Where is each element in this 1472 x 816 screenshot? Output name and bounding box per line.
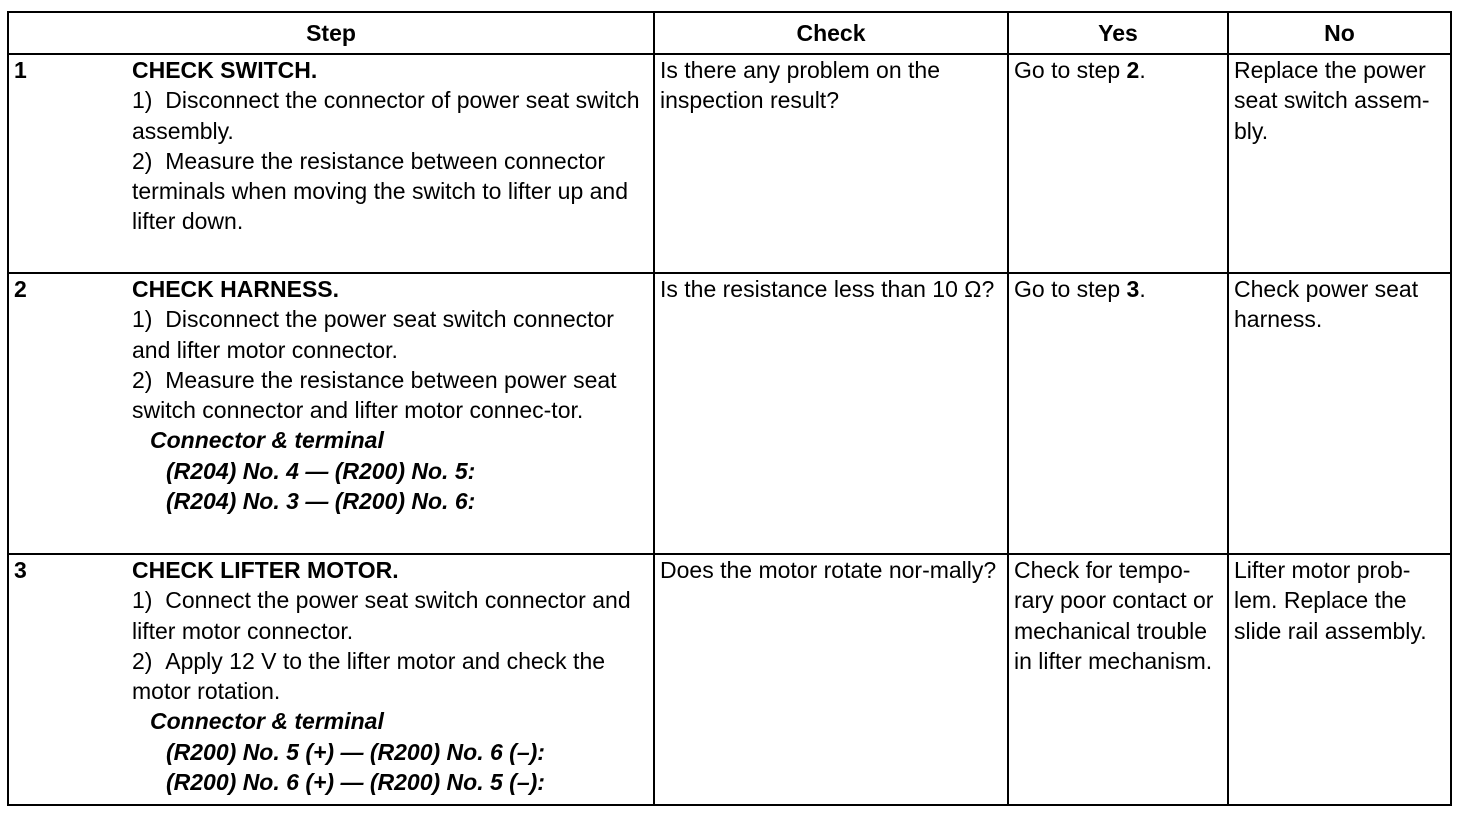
- header-step: Step: [8, 12, 654, 54]
- check-cell: Does the motor rotate nor-mally?: [654, 554, 1008, 805]
- yes-step-link: 3: [1126, 276, 1140, 302]
- terminal-heading: Connector & terminal: [150, 427, 384, 454]
- yes-suffix: .: [1139, 57, 1146, 83]
- step-number: 2: [14, 276, 27, 302]
- step-cell: [8, 54, 654, 273]
- step-number: 1: [14, 57, 27, 83]
- step-title: CHECK SWITCH.: [132, 57, 318, 83]
- check-cell: Is there any problem on the inspection result?: [654, 54, 1008, 273]
- header-row: [8, 12, 1451, 54]
- check-cell: Is the resistance less than 10 Ω?: [654, 273, 1008, 554]
- yes-cell: Check for tempo-rary poor contact or mechanical trouble in lifter mechanism.: [1008, 554, 1228, 805]
- step-title: CHECK LIFTER MOTOR.: [132, 557, 399, 583]
- diagnostic-table: [7, 11, 1452, 806]
- table-row: [8, 273, 1451, 554]
- terminal-line: (R204) No. 3 — (R200) No. 6:: [166, 488, 476, 515]
- step-number: 3: [14, 557, 27, 583]
- terminal-line: (R200) No. 5 (+) — (R200) No. 6 (–):: [166, 738, 545, 765]
- yes-prefix: Go to step: [1014, 57, 1127, 83]
- step-instruction: 2) Measure the resistance between connector terminals when moving the switch to lifter up and lifter down.: [132, 147, 629, 235]
- table-row: [8, 554, 1451, 805]
- yes-prefix: Go to step: [1014, 276, 1127, 302]
- step-instruction: 1) Disconnect the power seat switch connector and lifter motor connector.: [132, 306, 614, 363]
- no-cell: Lifter motor prob-lem. Replace the slide rail assembly.: [1228, 554, 1451, 805]
- table-row: [8, 54, 1451, 273]
- yes-suffix: .: [1139, 276, 1146, 302]
- step-instruction: 2) Apply 12 V to the lifter motor and check the motor rotation.: [132, 647, 606, 705]
- step-instruction: 1) Disconnect the connector of power seat switch assembly.: [132, 87, 640, 144]
- yes-cell: [1008, 273, 1228, 554]
- step-instruction: 2) Measure the resistance between power seat switch connector and lifter motor connec-tor.: [132, 366, 617, 424]
- terminal-heading: Connector & terminal: [150, 708, 384, 735]
- terminal-line: (R200) No. 6 (+) — (R200) No. 5 (–):: [166, 769, 545, 796]
- header-yes: Yes: [1008, 12, 1228, 54]
- terminal-line: (R204) No. 4 — (R200) No. 5:: [166, 457, 476, 484]
- step-title: CHECK HARNESS.: [132, 276, 340, 302]
- step-cell: [8, 554, 654, 805]
- yes-cell: [1008, 54, 1228, 273]
- step-cell: [8, 273, 654, 554]
- no-cell: Replace the power seat switch assem-bly.: [1228, 54, 1451, 273]
- header-no: No: [1228, 12, 1451, 54]
- header-check: Check: [654, 12, 1008, 54]
- no-cell: Check power seat harness.: [1228, 273, 1451, 554]
- step-instruction: 1) Connect the power seat switch connector and lifter motor connector.: [132, 587, 631, 644]
- yes-step-link: 2: [1126, 57, 1140, 83]
